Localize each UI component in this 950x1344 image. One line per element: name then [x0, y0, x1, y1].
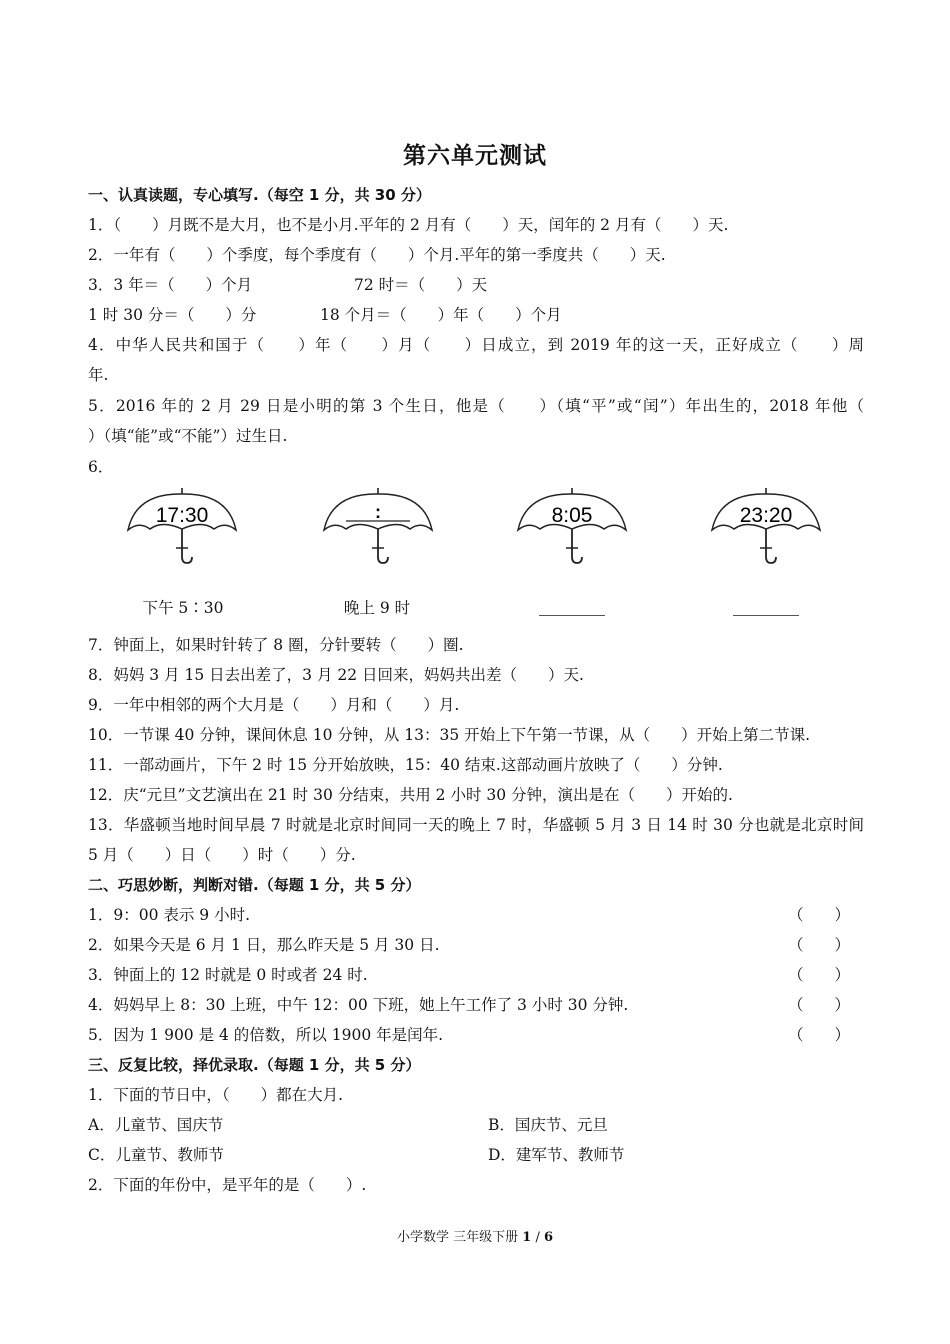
- question-2: 2．一年有（ ）个季度，每个季度有（ ）个月.平年的第一季度共（ ）天.: [88, 246, 666, 264]
- section-1-heading: 一、认真读题，专心填写.（每空 1 分，共 30 分）: [88, 186, 431, 204]
- footer-separator: /: [535, 1230, 540, 1245]
- question-8: 8．妈妈 3 月 15 日去出差了，3 月 22 日回来，妈妈共出差（ ）天.: [88, 666, 584, 684]
- question-3-row-1: [88, 270, 864, 300]
- umbrella-1-caption: 下午 5∶30: [142, 599, 224, 617]
- umbrella-2-time: :: [375, 502, 381, 522]
- umbrella-3-answer-blank: [539, 615, 605, 616]
- question-3a: 3．3 年＝（ ）个月: [88, 276, 253, 294]
- judge-item-5: [88, 1020, 864, 1050]
- judge-item-1-text: 1．9：00 表示 9 小时.: [88, 906, 251, 924]
- choice-question-2: 2．下面的年份中，是平年的是（ ）.: [88, 1176, 367, 1194]
- question-1: 1．（ ）月既不是大月，也不是小月.平年的 2 月有（ ）天，闰年的 2 月有（ ）天.: [88, 216, 729, 234]
- question-13-line-1: 13．华盛顿当地时间早晨 7 时就是北京时间同一天的晚上 7 时，华盛顿 5 月 3 日 14 时 30 分也就是北京时间: [88, 816, 864, 834]
- question-5-line-2: ）（填“能”或“不能”）过生日.: [88, 427, 288, 445]
- judge-item-4-answer: （ ）: [787, 996, 850, 1014]
- footer-page-total: 6: [543, 1230, 554, 1245]
- judge-item-2-text: 2．如果今天是 6 月 1 日，那么昨天是 5 月 30 日.: [88, 936, 440, 954]
- section-2-heading: 二、巧思妙断，判断对错.（每题 1 分，共 5 分）: [88, 876, 421, 894]
- umbrella-clock-4: [710, 485, 822, 570]
- question-4-line-2: 年.: [88, 366, 109, 384]
- judge-item-1: [88, 900, 864, 930]
- page-footer: [0, 1226, 950, 1245]
- page-title: 第六单元测试: [403, 142, 547, 169]
- footer-subject: 小学数学 三年级下册: [396, 1230, 519, 1245]
- option-a: A．儿童节、国庆节: [88, 1116, 224, 1134]
- option-b: B．国庆节、元旦: [488, 1116, 608, 1134]
- question-13-line-2: 5 月（ ）日（ ）时（ ）分.: [88, 846, 356, 864]
- choice-options-row-1: [88, 1110, 864, 1140]
- footer-page-number: 1: [522, 1230, 532, 1245]
- judge-item-5-answer: （ ）: [787, 1026, 850, 1044]
- question-5-line-1: 5．2016 年的 2 月 29 日是小明的第 3 个生日，他是（ ）（填“平”或“闰”）年出生的，2018 年他（: [88, 397, 864, 415]
- judge-item-3-answer: （ ）: [787, 966, 850, 984]
- umbrella-3-time: 8:05: [551, 504, 593, 527]
- umbrella-clock-2: [322, 485, 434, 570]
- umbrella-4-answer-blank: [733, 615, 799, 616]
- section-3-heading: 三、反复比较，择优录取.（每题 1 分，共 5 分）: [88, 1056, 421, 1074]
- judge-item-3-text: 3．钟面上的 12 时就是 0 时或者 24 时.: [88, 966, 368, 984]
- question-12: 12．庆“元旦”文艺演出在 21 时 30 分结束，共用 2 小时 30 分钟，演出是在（ ）开始的.: [88, 786, 733, 804]
- umbrella-4-time: 23:20: [739, 504, 793, 527]
- question-9: 9．一年中相邻的两个大月是（ ）月和（ ）月.: [88, 696, 460, 714]
- choice-options-row-2: [88, 1140, 864, 1170]
- question-11: 11．一部动画片，下午 2 时 15 分开始放映，15：40 结束.这部动画片放映了（ ）分钟.: [88, 756, 723, 774]
- judge-item-2: [88, 930, 864, 960]
- question-4-line-1: 4．中华人民共和国于（ ）年（ ）月（ ）日成立，到 2019 年的这一天，正好成立（ ）周: [88, 336, 864, 354]
- question-3c: 1 时 30 分＝（ ）分: [88, 306, 257, 324]
- judge-item-5-text: 5．因为 1 900 是 4 的倍数，所以 1900 年是闰年.: [88, 1026, 444, 1044]
- question-10: 10．一节课 40 分钟，课间休息 10 分钟，从 13：35 开始上下午第一节课，从（ ）开始上第二节课.: [88, 726, 811, 744]
- judge-item-4-text: 4．妈妈早上 8：30 上班，中午 12：00 下班，她上午工作了 3 小时 30 分钟.: [88, 996, 629, 1014]
- question-6: 6．: [88, 458, 114, 476]
- question-3-row-2: [88, 300, 864, 330]
- judge-item-4: [88, 990, 864, 1020]
- judge-item-2-answer: （ ）: [787, 936, 850, 954]
- umbrella-clock-3: [516, 485, 628, 570]
- choice-question-1: 1．下面的节日中，（ ）都在大月.: [88, 1086, 344, 1104]
- judge-item-3: [88, 960, 864, 990]
- question-3b: 72 时＝（ ）天: [354, 276, 488, 294]
- judge-item-1-answer: （ ）: [787, 906, 850, 924]
- option-c: C．儿童节、教师节: [88, 1146, 224, 1164]
- umbrella-clock-1: [126, 485, 238, 570]
- umbrella-1-time: 17:30: [155, 504, 209, 527]
- option-d: D．建军节、教师节: [488, 1146, 625, 1164]
- question-3d: 18 个月＝（ ）年（ ）个月: [320, 306, 562, 324]
- umbrella-2-caption: 晚上 9 时: [343, 599, 411, 617]
- question-7: 7．钟面上，如果时针转了 8 圈，分针要转（ ）圈.: [88, 636, 464, 654]
